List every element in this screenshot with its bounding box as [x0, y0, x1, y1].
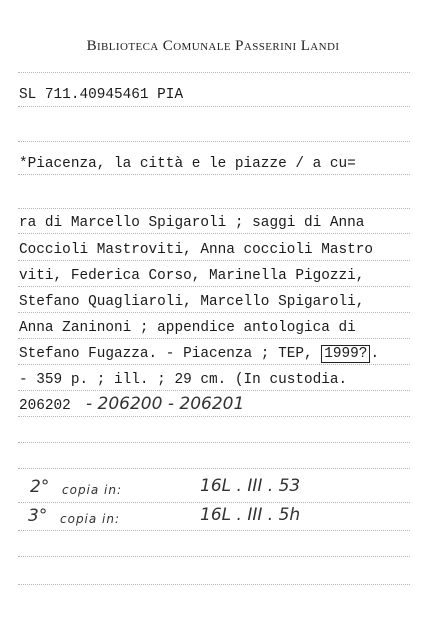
rule-line: [18, 442, 410, 443]
rule-line: [18, 233, 410, 234]
rule-line: [18, 364, 410, 365]
rule-line: [18, 584, 410, 585]
rule-line: [18, 502, 410, 503]
body-line: ra di Marcello Spigaroli ; saggi di Anna: [19, 215, 365, 231]
rule-line: [18, 530, 410, 531]
copy-label: copia in:: [60, 512, 121, 526]
rule-line: [18, 416, 410, 417]
body-line: Anna Zaninoni ; appendice antologica di: [19, 320, 356, 336]
body-line: Stefano Quagliaroli, Marcello Spigaroli,: [19, 294, 365, 310]
rule-line: [18, 208, 410, 209]
rule-line: [18, 312, 410, 313]
title-line: *Piacenza, la città e le piazze / a cu=: [19, 156, 356, 172]
copy-ordinal: 2°: [30, 477, 50, 497]
rule-line: [18, 174, 410, 175]
body-line-publisher: [19, 347, 379, 361]
bracket-period: .: [370, 346, 380, 362]
inventory-typed: 206202: [19, 398, 71, 414]
rule-line: [18, 556, 410, 557]
physical-description: - 359 p. ; ill. ; 29 cm. (In custodia.: [19, 372, 348, 388]
copy-location: 16L . III . 53: [200, 476, 301, 496]
rule-line: [18, 106, 410, 107]
rule-line: [18, 72, 410, 73]
rule-line: [18, 338, 410, 339]
publisher-text: Stefano Fugazza. - Piacenza ; TEP,: [19, 346, 313, 362]
body-line: Coccioli Mastroviti, Anna coccioli Mastro: [19, 242, 374, 258]
date-bracket: 1999?: [321, 345, 370, 363]
rule-line: [18, 260, 410, 261]
call-number: SL 711.40945461 PIA: [19, 87, 184, 103]
copy-location: 16L . III . 5h: [200, 505, 301, 525]
body-line: viti, Federica Corso, Marinella Pigozzi,: [19, 268, 365, 284]
copy-label: copia in:: [62, 483, 123, 497]
rule-line: [18, 141, 410, 142]
inventory-handwritten: - 206200 - 206201: [86, 394, 245, 414]
library-header: Biblioteca Comunale Passerini Landi: [86, 38, 340, 54]
rule-line: [18, 468, 410, 469]
rule-line: [18, 390, 410, 391]
copy-ordinal: 3°: [28, 506, 48, 526]
rule-line: [18, 286, 410, 287]
